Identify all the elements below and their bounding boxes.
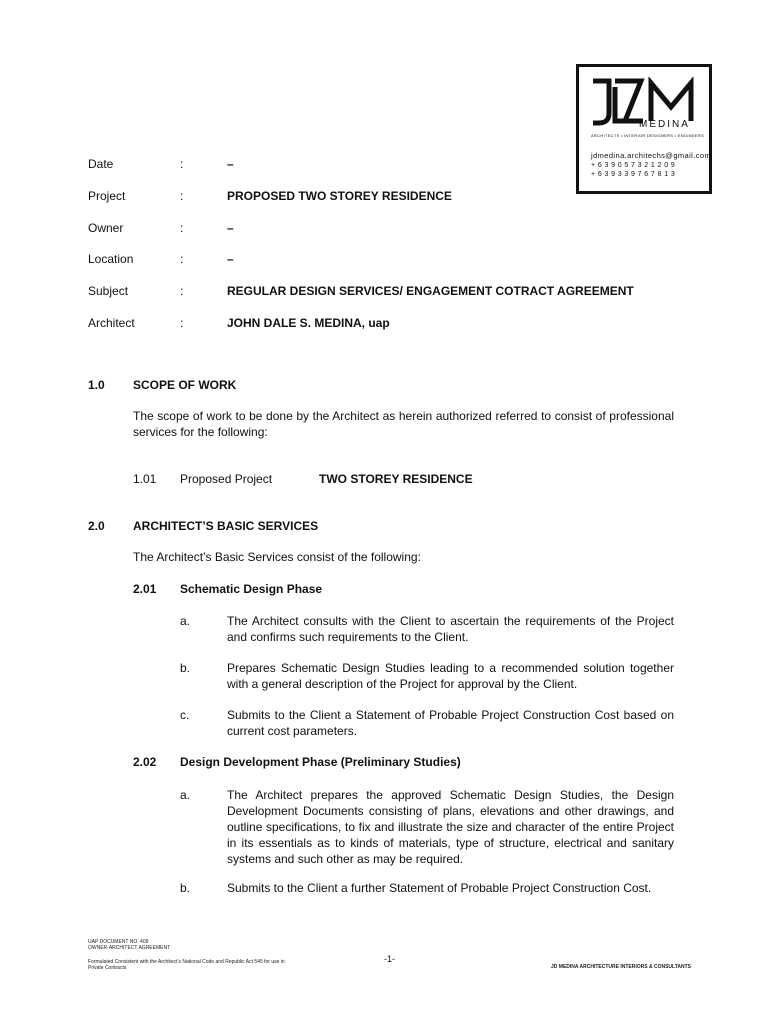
list-item-text: The Architect prepares the approved Schematic Design Studies, the Design Development Documents consisting of plans, elevations and other drawings, and outline specifications, to fix and illustrate the size and character of the entire Project in its essentials as to kinds of materials, type of structure, electrical and sanitary systems and such other as may be required. [227,788,674,866]
logo-phone-1: + 6 3 9 0 5 7 3 2 1 2 0 9 [591,162,676,169]
header-value-location: – [227,252,234,266]
item-1-01-number: 1.01 [133,472,157,486]
footer-doc-number: UAP DOCUMENT NO. 409 [88,939,149,945]
header-label-architect: Architect [88,316,135,330]
subsection-2-01-title: Schematic Design Phase [180,582,323,596]
header-sep: : [180,157,184,171]
header-value-project: PROPOSED TWO STOREY RESIDENCE [227,189,452,203]
header-label-location: Location [88,252,134,266]
list-letter: b. [180,661,191,675]
header-sep: : [180,221,184,235]
subsection-2-02-title: Design Development Phase (Preliminary Studies) [180,755,461,769]
header-sep: : [180,189,184,203]
list-item-text: Submits to the Client a further Statement of Probable Project Construction Cost. [227,881,652,895]
section-1-body: The scope of work to be done by the Architect as herein authorized referred to consist of professional services for the following: [133,409,674,439]
header-value-architect: JOHN DALE S. MEDINA, uap [227,316,390,330]
firm-logo [576,64,712,194]
list-item-text: The Architect consults with the Client to ascertain the requirements of the Project and confirms such requirements to the Client. [227,614,674,644]
header-label-owner: Owner [88,221,124,235]
header-value-date: – [227,157,234,171]
subsection-2-01-number: 2.01 [133,582,157,596]
header-label-project: Project [88,189,126,203]
list-letter: a. [180,788,191,802]
list-letter: c. [180,708,190,722]
list-letter: a. [180,614,191,628]
logo-phone-2: + 6 3 9 3 3 9 7 6 7 8 1 3 [591,171,676,178]
section-1-title: SCOPE OF WORK [133,378,237,392]
footer-note-line-1: Formulated Consistent with the Architect’s National Code and Republic Act 545 for use in [88,959,285,965]
section-1-number: 1.0 [88,378,105,392]
list-letter: b. [180,881,191,895]
header-label-date: Date [88,157,114,171]
section-2-title: ARCHITECT’S BASIC SERVICES [133,519,319,533]
list-item-text: Prepares Schematic Design Studies leading to a recommended solution together with a general description of the Project for approval by the Client. [227,661,674,691]
header-value-subject: REGULAR DESIGN SERVICES/ ENGAGEMENT COTRACT AGREEMENT [227,284,634,298]
footer-doc-title: OWNER-ARCHITECT AGREEMENT [88,945,171,951]
subsection-2-02-number: 2.02 [133,755,157,769]
item-1-01-value: TWO STOREY RESIDENCE [319,472,473,486]
page-number: -1- [384,954,395,964]
header-sep: : [180,284,184,298]
header-value-owner: – [227,221,234,235]
section-2-intro: The Architect’s Basic Services consist of the following: [133,550,421,564]
logo-name: MEDINA [639,119,690,130]
header-sep: : [180,252,184,266]
header-sep: : [180,316,184,330]
header-label-subject: Subject [88,284,129,298]
list-item-text: Submits to the Client a Statement of Probable Project Construction Cost based on current cost parameters. [227,708,674,738]
footer-firm-name: JD MEDINA ARCHITECTURE INTERIORS & CONSULTANTS [551,964,691,970]
logo-email: jdmedina.architechs@gmail.com [591,151,712,160]
footer-note-line-2: Private Contracts [88,965,127,971]
logo-tagline: ARCHITECTS • INTERIOR DESIGNERS • ENGINEERS [591,133,705,138]
item-1-01-label: Proposed Project [180,472,273,486]
section-2-number: 2.0 [88,519,105,533]
